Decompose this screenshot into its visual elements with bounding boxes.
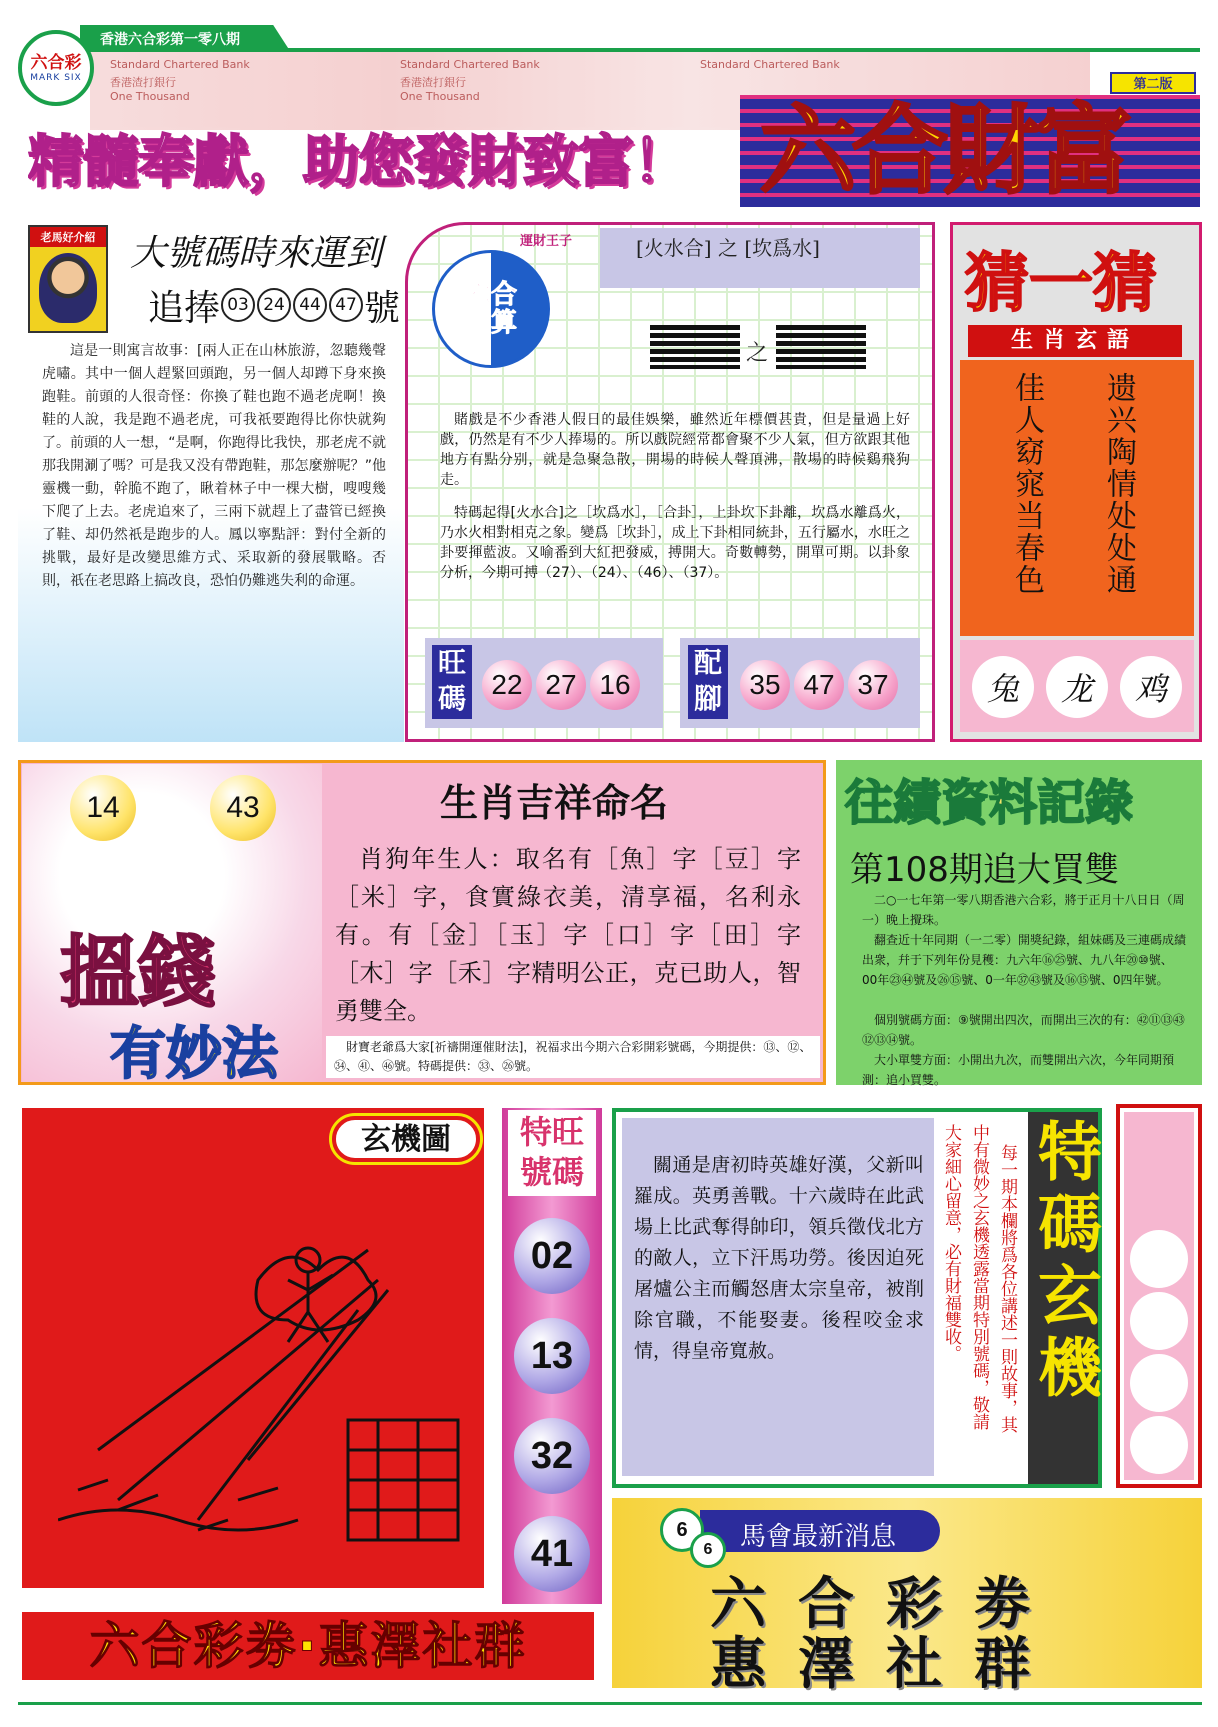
headline-number: 47 xyxy=(329,288,363,322)
records-p4: 大小單雙方面：小開出九次，而雙開出六次，今年同期預測：追小買雙。 xyxy=(862,1053,1175,1087)
xuanji-slogan: 六合彩劵·惠澤社群 xyxy=(22,1612,594,1680)
logo-text: 六合彩 xyxy=(30,53,82,73)
tewang-title: 特旺號碼 xyxy=(519,1113,584,1191)
jockey-line-1: 六合彩劵 xyxy=(710,1572,1062,1637)
tewang-number-ball: 02 xyxy=(514,1218,590,1294)
author-avatar xyxy=(39,253,97,323)
pei-number-ball: 47 xyxy=(794,660,844,710)
records-p3: 個別號碼方面：⑨號開出四次，而開出三次的有：㊷⑪⑬㊸⑫⑬⑭號。 xyxy=(862,1013,1185,1047)
guess-answer: 龙 xyxy=(1046,656,1108,718)
guess-subtitle: 生肖玄語 xyxy=(968,325,1182,357)
story2-vert-3: 大家細心留意，必有財福雙收。 xyxy=(941,1124,961,1362)
banknote-text-7: Standard Chartered Bank xyxy=(700,58,840,71)
naming-number-ball: 14 xyxy=(70,775,136,841)
headline-number: 24 xyxy=(257,288,291,322)
wang-number-ball: 27 xyxy=(536,660,586,710)
story-body: 這是一則寓言故事：[兩人正在山林旅游，忽聽幾聲虎嘯。其中一個人趕緊回頭跑，另一個人却蹲下身來換跑鞋。前頭的人很奇怪：你換了鞋也跑不過老虎啊！換鞋的人說，我是跑不過老虎，可我祇要跑得比你快就夠了。前頭的人一想，“是啊，你跑得比我快，那老虎不就那我開涮了嗎？可是我又没有帶跑鞋，那怎麼辦呢？”他靈機一動，幹脆不跑了，瞅着林子中一棵大樹，嗖嗖幾下爬了上去。老虎追來了，三兩下就趕上了盡管已經換了鞋、却仍然祇是跑步的人。鳳以寧點評：對付全新的挑戰，最好是改變思維方式、采取新的發展戰略。否則，祇在老思路上搞改良，恐怕仍難逃失利的命運。 xyxy=(42,343,386,589)
slogan: 精髓奉獻，助您發財致富！ xyxy=(28,130,688,195)
tewang-number-ball: 13 xyxy=(514,1318,590,1394)
records-p1: 二○一七年第一零八期香港六合彩，將于正月十八日日（周一）晚上攪珠。 xyxy=(862,893,1185,927)
banknote-text-1: Standard Chartered Bank xyxy=(110,58,250,71)
woodcut-illustration xyxy=(58,1220,468,1550)
jockey-ball-icon: 6 xyxy=(690,1532,726,1568)
naming-title: 生肖吉祥命名 xyxy=(440,780,669,825)
records-p2: 翻查近十年同期（一二零）開獎紀錄，組妹碼及三連碼成績出衆，幷于下列年份見穫：九六年⑯㉕號、九八年⑳⑩號、00年㉓㊹號及㉖⑮號、0一年㊲㊸號及⑯⑮號、0四年號。 xyxy=(862,933,1187,987)
records-title: 第108期追大買雙 xyxy=(850,850,1119,890)
story2-vert-1: 每一期本欄將爲各位講述一則故事，其 xyxy=(997,1144,1017,1433)
xuanji-badge: 玄機圖 xyxy=(332,1116,480,1162)
guess-riddle-right: 遗兴陶情处处通 xyxy=(1101,372,1136,596)
bailing-number-ball xyxy=(1130,1354,1188,1412)
guess-answer: 兔 xyxy=(972,656,1034,718)
naming-note: 財寶老爺爲大家[祈禱開運催財法]，祝福求出今期六合彩開彩號碼，今期提供：⑬、⑫、㉞、㊶、㊻號。特碼提供：㉝、㉖號。 xyxy=(326,1036,820,1078)
wang-number-ball: 22 xyxy=(482,660,532,710)
issue-line: 香港六合彩第一零八期 xyxy=(100,32,240,48)
shensuan-para1: 賭戲是不少香港人假日的最佳娛樂，雖然近年標價甚貴，但是量過上好戲，仍然是有不少人捧場的。所以戲院經常都會聚不少人氣，但方欲跟其他地方有點分别，就是急聚急散，開場的時候人聲頂沸，散場的時候鷄飛狗走。 xyxy=(440,412,910,488)
footer-rule xyxy=(18,1702,1202,1705)
banknote-text-5: 香港渣打銀行 xyxy=(400,76,466,89)
pei-number-ball: 35 xyxy=(740,660,790,710)
headline-suffix: 號 xyxy=(364,287,401,329)
story2-title: 特碼玄機 xyxy=(1027,1118,1101,1406)
page-title: 六合財富 xyxy=(760,95,1128,207)
shensuan-tag: 運財王子 xyxy=(520,234,573,249)
guess-title: 猜一猜 xyxy=(965,247,1157,321)
story2-vert-2: 中有微妙之玄機透露當期特別號碼，敬請 xyxy=(969,1124,989,1430)
headline-prefix: 追捧 xyxy=(148,287,221,329)
records-header: 往績資料記錄 xyxy=(845,775,1134,831)
guess-riddle-box xyxy=(960,360,1194,636)
jockey-line-2: 惠澤社群 xyxy=(710,1632,1062,1697)
pei-label: 配腳 xyxy=(688,645,728,719)
tewang-number-ball: 32 xyxy=(514,1418,590,1494)
guess-riddle-left: 佳人窈窕当春色 xyxy=(1009,372,1044,596)
headline-number: 44 xyxy=(293,288,327,322)
title-panel xyxy=(740,95,1200,207)
pei-number-ball: 37 xyxy=(848,660,898,710)
bailing-number-ball xyxy=(1130,1230,1188,1288)
wang-number-ball: 16 xyxy=(590,660,640,710)
wang-label: 旺碼 xyxy=(432,645,472,719)
naming-number-ball: 43 xyxy=(210,775,276,841)
mark-six-logo xyxy=(18,30,94,106)
shensuan-logo xyxy=(432,250,550,368)
story2-body: 關通是唐初時英雄好漢，父新叫羅成。英勇善戰。十六歲時在此武場上比武奪得帥印，領兵徵伐北方的敵人，立下汗馬功勞。後因迫死屠爐公主而觸怒唐太宗皇帝，被削除官職，不能娶妻。後程咬金求情，得皇帝寬赦。 xyxy=(634,1154,924,1362)
naming-art-text-2: 有妙法 xyxy=(110,1022,278,1087)
logo-sub: MARK SIX xyxy=(30,73,82,83)
edition-badge: 第二版 xyxy=(1110,72,1196,94)
shensuan-formula: [火水合] 之 [坎爲水] xyxy=(636,236,820,260)
bailing-number-ball xyxy=(1130,1292,1188,1350)
shensuan-para2: 特碼起得[火水合]之［坎爲水］，［合卦］，上卦坎下卦離，坎爲水離爲火，乃水火相對相克之象。變爲［坎卦］，成上下卦相同統卦，五行屬水，水旺之卦要揮藍波。又喻番到大紅把發威，搏開大。奇數轉勢，開單可期。以卦象分析，今期可搏（27）、（24）、（46）、（37）。 xyxy=(440,505,910,581)
hexagram-left xyxy=(650,325,740,369)
xuanji-illustration xyxy=(58,1220,468,1550)
story-headline-2 xyxy=(148,282,400,328)
banknote-text-6: One Thousand xyxy=(400,90,480,103)
banknote-text-2: 香港渣打銀行 xyxy=(110,76,176,89)
jockey-header: 馬會最新消息 xyxy=(740,1522,897,1552)
guess-answer: 鸡 xyxy=(1120,656,1182,718)
jockey-ball-icon: 6 xyxy=(660,1508,704,1552)
hexagram-right xyxy=(776,325,866,369)
bailing-number-ball xyxy=(1130,1416,1188,1474)
hexagram-join: 之 xyxy=(746,341,769,366)
headline-number: 03 xyxy=(221,288,255,322)
shensuan-logo-text: 六合神算 xyxy=(464,280,517,338)
banknote-text-4: Standard Chartered Bank xyxy=(400,58,540,71)
tewang-number-ball: 41 xyxy=(514,1516,590,1592)
story-headline-1: 大號碼時來運到 xyxy=(130,233,383,274)
naming-body: 肖狗年生人：取名有［魚］字［豆］字［米］字，食實綠衣美，清享福，名利永有。有［金］［玉］字［口］字［田］字［木］字［禾］字精明公正，克已助人，智勇雙全。 xyxy=(335,845,801,1025)
badge-text: 老馬好介紹 xyxy=(30,227,106,247)
naming-art-text-1: 搵錢 xyxy=(60,928,217,1018)
story-badge xyxy=(28,225,108,333)
banknote-text-3: One Thousand xyxy=(110,90,190,103)
